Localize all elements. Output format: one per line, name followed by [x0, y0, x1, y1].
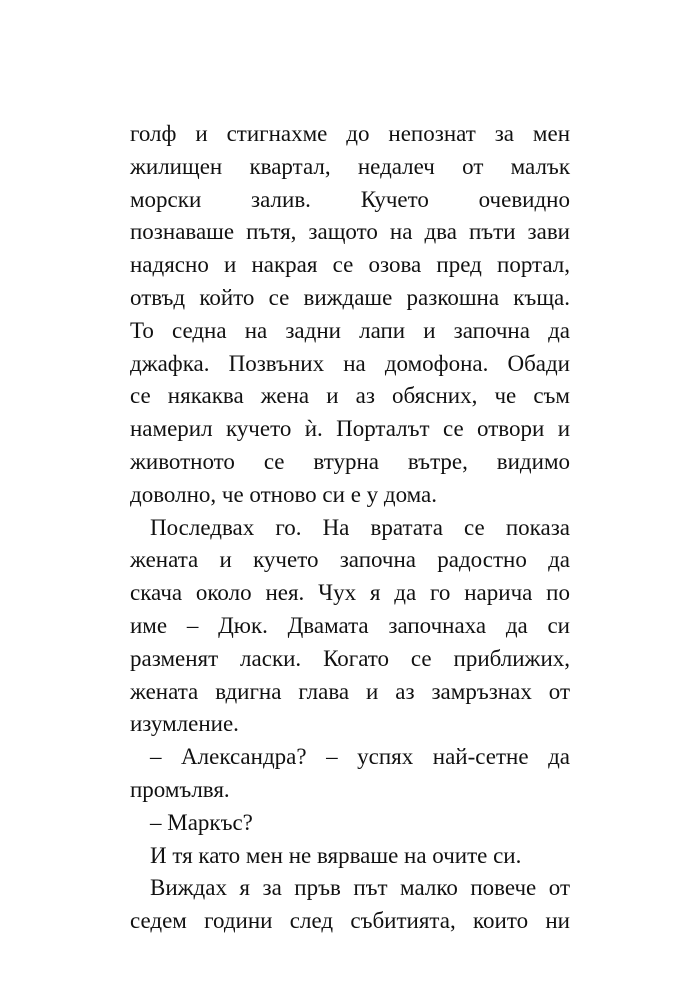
text-line: отвъд който се виждаше разкошна къща. — [130, 284, 570, 310]
text-line: скача около нея. Чух я да го нарича по — [130, 580, 570, 606]
text-line: промълвя. — [130, 776, 230, 802]
text-line: жената вдигна глава и аз замръзнах от — [130, 678, 570, 704]
page-body-text — [130, 118, 570, 938]
text-line: жилищен квартал, недалеч от малък — [130, 153, 570, 179]
text-line: – Маркъс? — [150, 809, 253, 835]
text-line: И тя като мен не вярваше на очите си. — [150, 842, 522, 868]
paragraph — [130, 512, 570, 742]
text-line: разменят ласки. Когато се приближих, — [130, 645, 570, 671]
text-line: Виждах я за пръв път малко повече от — [150, 875, 570, 901]
text-line: жената и кучето започна радостно да — [130, 547, 570, 573]
text-line: голф и стигнахме до непознат за мен — [130, 121, 570, 146]
text-line: – Александра? – успях най-сетне да — [150, 744, 570, 770]
text-line: име – Дюк. Двамата започнаха да си — [130, 612, 570, 638]
text-line: намерил кучето ѝ. Порталът се отвори и — [130, 416, 570, 442]
paragraph — [130, 807, 570, 840]
text-line: Последвах го. На вратата се показа — [150, 514, 570, 540]
text-line: животното се втурна вътре, видимо — [130, 448, 570, 474]
text-line: доволно, че отново си е у дома. — [130, 481, 438, 507]
text-line: надясно и накрая се озова пред портал, — [130, 252, 570, 278]
text-line: джафка. Позвъних на домофона. Обади — [130, 350, 570, 376]
text-line: познаваше пътя, защото на два пъти зави — [130, 219, 570, 245]
text-line: се някаква жена и аз обясних, че съм — [130, 383, 570, 409]
paragraph — [130, 872, 570, 938]
text-line: морски залив. Кучето очевидно — [130, 186, 570, 212]
text-line: изумление. — [130, 711, 239, 737]
text-line: То седна на задни лапи и започна да — [130, 317, 570, 343]
text-line: седем години след събитията, които ни — [130, 908, 570, 934]
paragraph — [130, 118, 570, 512]
paragraph — [130, 741, 570, 807]
paragraph — [130, 840, 570, 873]
